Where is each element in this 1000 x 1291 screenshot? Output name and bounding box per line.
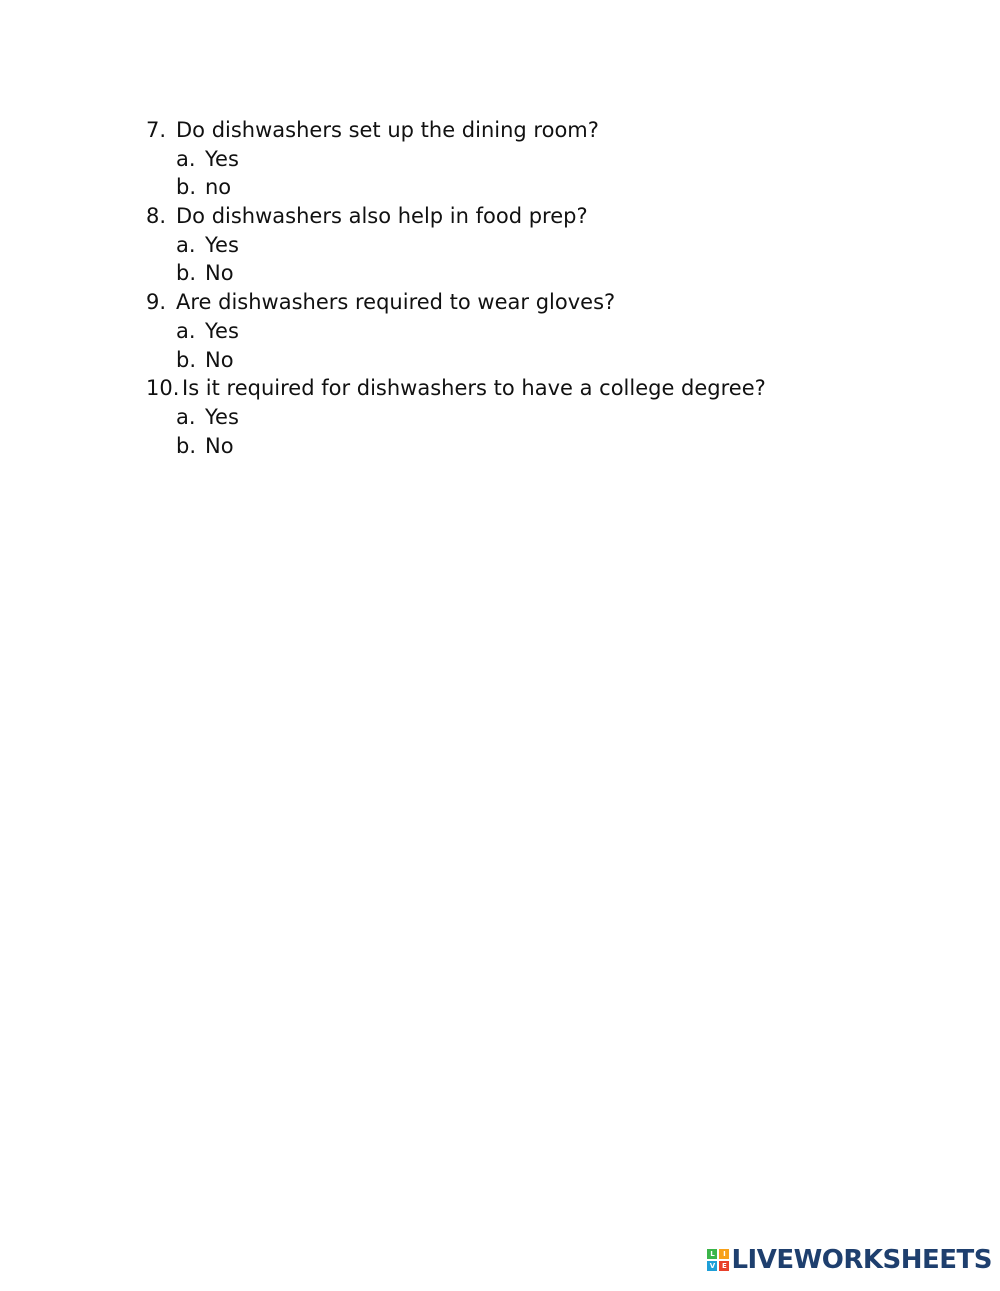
question-text: Is it required for dishwashers to have a college degree? (182, 376, 766, 401)
option-text: Yes (205, 318, 239, 343)
option-10b (146, 432, 906, 461)
question-text: Do dishwashers also help in food prep? (176, 204, 588, 229)
question-10 (146, 374, 906, 403)
logo-block-i: I (719, 1249, 729, 1259)
question-number: 10. (146, 376, 180, 401)
option-letter: b. (176, 347, 197, 372)
logo-block-e: E (719, 1261, 729, 1271)
option-letter: b. (176, 433, 197, 458)
option-text: No (205, 433, 234, 458)
question-text: Do dishwashers set up the dining room? (176, 118, 599, 142)
option-letter: b. (176, 261, 197, 286)
question-text: Are dishwashers required to wear gloves? (176, 290, 616, 315)
option-letter: b. (176, 175, 197, 200)
option-text: Yes (205, 232, 239, 257)
question-number: 8. (146, 204, 167, 229)
option-text: No (205, 261, 234, 286)
option-letter: a. (176, 232, 196, 257)
logo-block-v: V (707, 1261, 717, 1271)
logo-block-l: L (707, 1249, 717, 1259)
option-text: Yes (205, 146, 239, 171)
question-7 (146, 116, 906, 145)
option-8a (146, 231, 906, 260)
question-list (146, 116, 906, 460)
option-10a (146, 403, 906, 432)
option-text: Yes (205, 404, 239, 429)
option-letter: a. (176, 146, 196, 171)
option-letter: a. (176, 318, 196, 343)
option-text: No (205, 347, 234, 372)
option-9a (146, 317, 906, 346)
question-number: 7. (146, 118, 167, 142)
logo-blocks-icon (707, 1249, 729, 1271)
option-text: no (205, 175, 232, 200)
option-letter: a. (176, 404, 196, 429)
liveworksheets-logo (707, 1245, 992, 1275)
option-7b (146, 173, 906, 202)
option-8b (146, 259, 906, 288)
question-9 (146, 288, 906, 317)
question-8 (146, 202, 906, 231)
logo-wordmark: LIVEWORKSHEETS (731, 1245, 992, 1275)
option-9b (146, 346, 906, 375)
option-7a (146, 145, 906, 174)
question-number: 9. (146, 290, 167, 315)
